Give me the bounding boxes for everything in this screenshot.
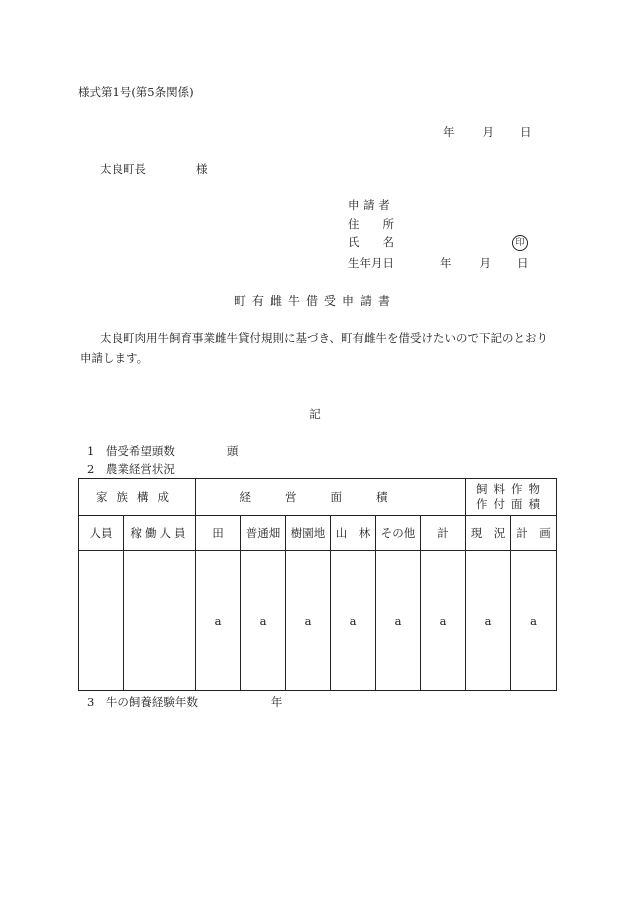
cell-other[interactable]: a (376, 551, 421, 691)
addressee-honorific: 様 (196, 162, 208, 176)
cell-total[interactable]: a (421, 551, 466, 691)
col-plan: 計 画 (511, 516, 557, 551)
body-text: 太良町肉用牛飼育事業雌牛貸付規則に基づき、町有雌牛を借受けたいので下記のとおり申請します。 (80, 331, 549, 365)
col-other: その他 (376, 516, 421, 551)
seal-mark: 印 (512, 235, 528, 251)
table-row (79, 551, 557, 691)
col-forest: 山 林 (331, 516, 376, 551)
item-1-label: 借受希望頭数 (105, 444, 175, 458)
col-current: 現 況 (466, 516, 511, 551)
applicant-label: 申 請 者 (348, 198, 390, 212)
cell-forest[interactable]: a (331, 551, 376, 691)
date-month: 月 (482, 125, 494, 139)
date-day: 日 (520, 125, 532, 139)
cell-paddy[interactable]: a (196, 551, 241, 691)
item-1: 1 借受希望頭数 頭 (87, 444, 239, 458)
cell-plan[interactable]: a (511, 551, 557, 691)
cell-current[interactable]: a (466, 551, 511, 691)
application-date (443, 124, 532, 140)
item-3-unit: 年 (270, 695, 283, 709)
addressee-name: 太良町長 (100, 162, 146, 176)
birth-month: 月 (479, 256, 491, 270)
form-number: 様式第1号(第5条関係) (78, 85, 194, 99)
document-title: 町有雌牛借受申請書 (233, 294, 396, 308)
birth-day: 日 (517, 256, 529, 270)
applicant-address-label: 住 所 (348, 216, 394, 231)
item-3: 3 牛の飼養経験年数 年 (87, 695, 283, 709)
date-year: 年 (443, 125, 455, 139)
item-1-unit: 頭 (226, 444, 239, 458)
cell-orchard[interactable]: a (286, 551, 331, 691)
ki-heading: 記 (309, 407, 321, 421)
item-2: 2 農業経営状況 (87, 462, 175, 476)
birth-label: 生年月日 (348, 256, 394, 270)
cell-workers[interactable] (124, 551, 196, 691)
birth-year: 年 (440, 256, 452, 270)
col-orchard: 樹園地 (286, 516, 331, 551)
applicant-block (348, 196, 394, 252)
col-field: 普通畑 (241, 516, 286, 551)
col-paddy: 田 (196, 516, 241, 551)
item-3-label: 牛の飼養経験年数 (105, 695, 198, 709)
cell-field[interactable]: a (241, 551, 286, 691)
addressee (100, 161, 208, 177)
item-2-label: 農業経営状況 (105, 462, 175, 476)
header-feed-crops: 飼料作物 作付面積 (466, 479, 557, 516)
farm-status-table (78, 478, 557, 691)
birth-date (348, 255, 529, 271)
header-area: 経営面積 (196, 479, 466, 516)
col-members: 人員 (79, 516, 124, 551)
cell-members[interactable] (79, 551, 124, 691)
applicant-name-label: 氏 名 (348, 235, 394, 249)
col-workers: 稼働人員 (124, 516, 196, 551)
header-family: 家族構成 (79, 479, 196, 516)
col-total: 計 (421, 516, 466, 551)
